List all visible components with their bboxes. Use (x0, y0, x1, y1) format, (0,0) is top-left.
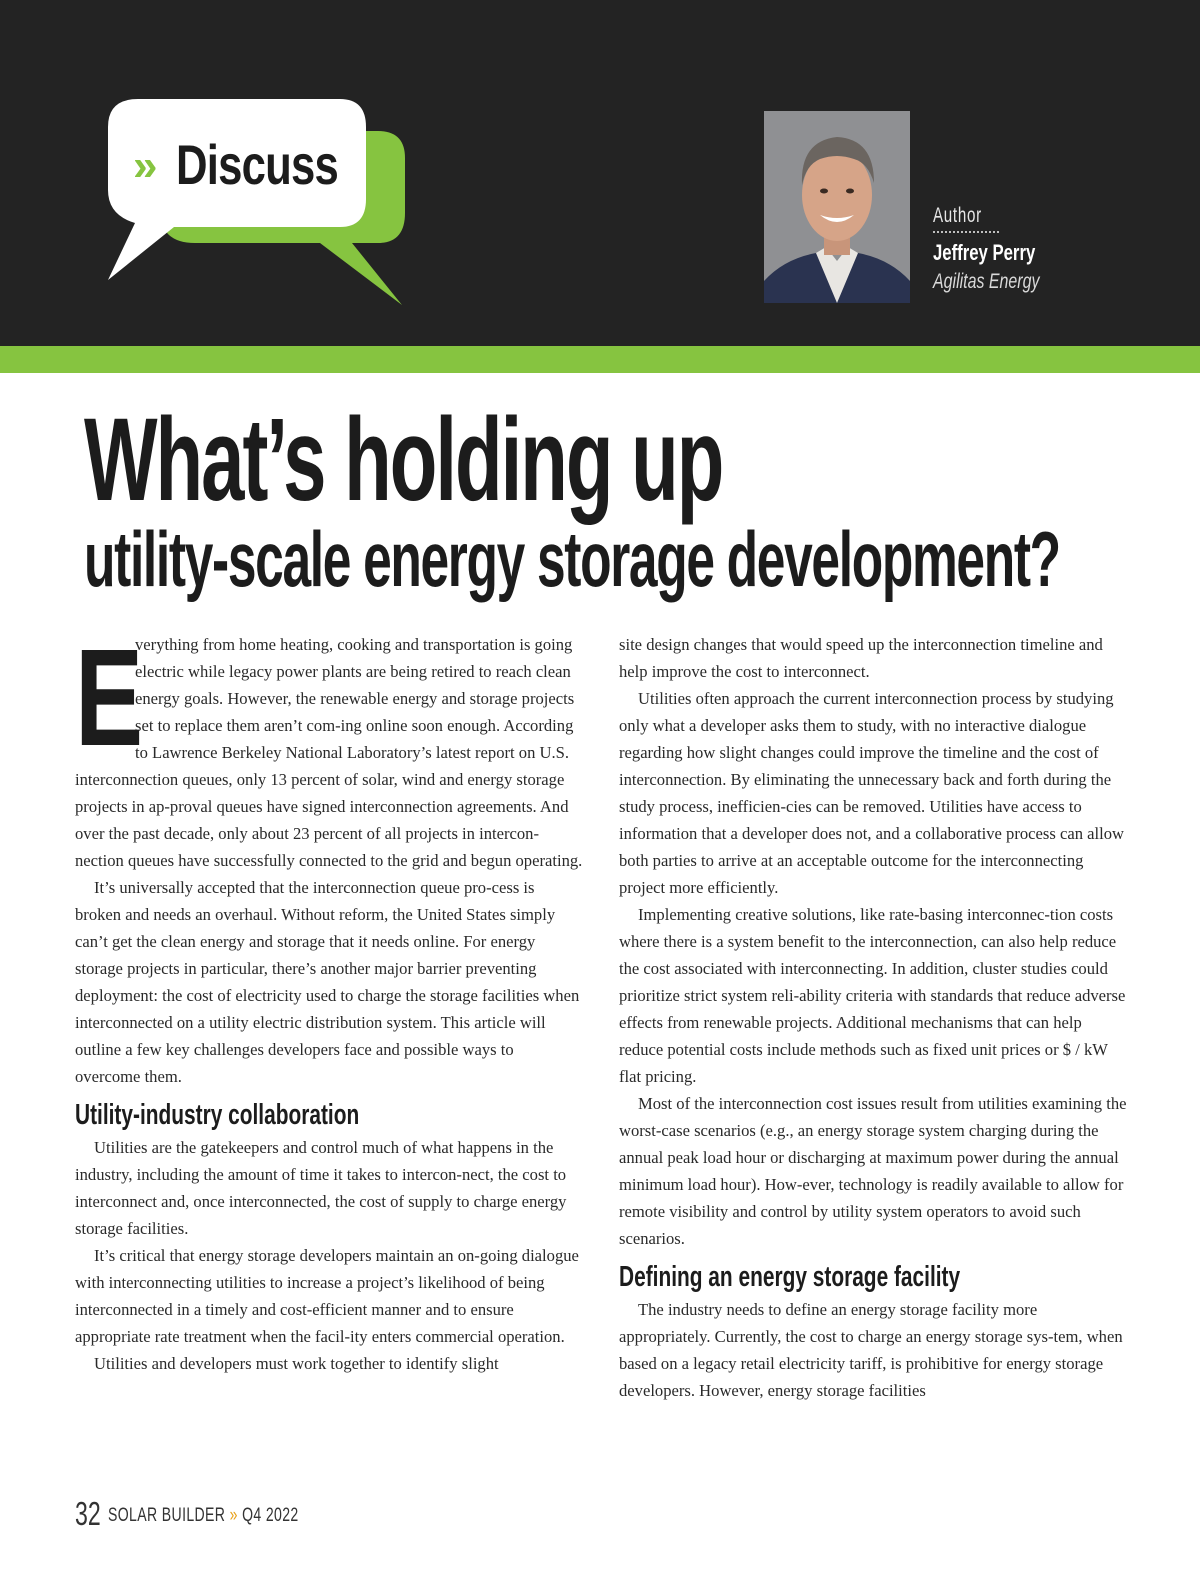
article-column-right (619, 631, 1127, 1404)
author-label: Author (933, 204, 982, 227)
headline-line-2: utility-scale energy storage development? (84, 515, 1060, 603)
article-paragraph: Utilities are the gatekeepers and control much of what happens in the industry, including the amount of time it takes to intercon-nect, the cost to interconnect and, once interconnected, the cost of supply to charge energy storage facilities. (75, 1138, 567, 1238)
article-paragraph: It’s universally accepted that the interconnection queue pro-cess is broken and needs an overhaul. Without reform, the United States simply can’t get the clean energy and storage that it needs online. For energy storage projects in particular, there’s another major barrier preventing deployment: the cost of electricity used to charge the storage facilities when interconnected on a utility electric distribution system. This article will outline a few key challenges developers face and possible ways to overcome them. (75, 878, 580, 1086)
article-paragraph: Utilities often approach the current interconnection process by studying only what a developer asks them to study, with no interactive dialogue regarding how slight changes could improve the timeline and the cost of interconnection. By eliminating the unnecessary back and forth during the study process, inefficien-cies can be removed. Utilities have access to information that a developer does not, and a collaborative process can allow both parties to arrive at an acceptable outcome for the interconnecting project more efficiently. (619, 689, 1125, 897)
section-label: Discuss (176, 133, 339, 196)
author-divider (933, 231, 999, 233)
article-paragraph: It’s critical that energy storage developers maintain an on-going dialogue with interconnecting utilities to increase a project’s likelihood of being interconnected in a timely and cost-efficient manner and to ensure appropriate rate treatment when the facil-ity enters commercial operation. (75, 1246, 579, 1346)
article-paragraph: Utilities and developers must work together to identify slight (94, 1354, 499, 1373)
article-paragraph: Most of the interconnection cost issues result from utilities examining the worst-case scenarios (e.g., an energy storage system charging during the annual peak load hour or discharging at maximum power during the annual minimum load hour). How-ever, technology is readily available to allow for remote visibility and control by utility system operators to avoid such scenarios. (619, 1094, 1127, 1248)
footer-separator: » (229, 1505, 238, 1526)
section-heading: Utility-industry collaboration (75, 1099, 360, 1131)
author-company: Agilitas Energy (933, 270, 1040, 293)
article-paragraph: The industry needs to define an energy storage facility more appropriately. Currently, the cost to charge an energy storage sys-tem, when based on a legacy retail electricity tariff, is prohibitive for energy storage developers. However, energy storage facilities (619, 1300, 1123, 1400)
article-column-left (75, 621, 583, 1377)
author-photo (764, 111, 910, 303)
article-paragraph: site design changes that would speed up the interconnection timeline and help improve the cost to interconnect. (619, 635, 1103, 681)
page-number: 32 (75, 1495, 101, 1532)
drop-cap: E (75, 621, 144, 775)
author-name: Jeffrey Perry (933, 240, 1036, 265)
accent-bar (0, 346, 1200, 373)
page-footer (75, 1495, 299, 1533)
publication-name: SOLAR BUILDER (108, 1505, 226, 1526)
footer-publication (108, 1505, 299, 1527)
section-heading: Defining an energy storage facility (619, 1261, 961, 1293)
issue-label: Q4 2022 (242, 1505, 299, 1526)
headline-line-1: What’s holding up (84, 394, 723, 526)
speech-bubble-icon (100, 95, 420, 310)
article-paragraph: E verything from home heating, cooking and transportation is going electric while legacy power plants are being retired to reach clean energy goals. However, the renewable energy and storage projects set to replace them aren’t com-ing online soon enough. According to Lawrence Berkeley National Laboratory’s latest report on U.S. interconnection queues, only 13 percent of solar, wind and energy storage projects in ap-proval queues have signed interconnection agreements. And over the past decade, only about 23 percent of all projects in intercon-nection queues have successfully connected to the grid and begun operating. (75, 621, 583, 870)
section-arrows: » (133, 141, 152, 190)
article-paragraph: Implementing creative solutions, like rate-basing interconnec-tion costs where there is a system benefit to the interconnection, can also help reduce the cost associated with interconnecting. In addition, cluster studies could prioritize strict system reli-ability criteria with standards that reduce adverse effects from renewable projects. Additional mechanisms that can help reduce potential costs include methods such as fixed unit prices or $ / kW flat pricing. (619, 905, 1126, 1086)
